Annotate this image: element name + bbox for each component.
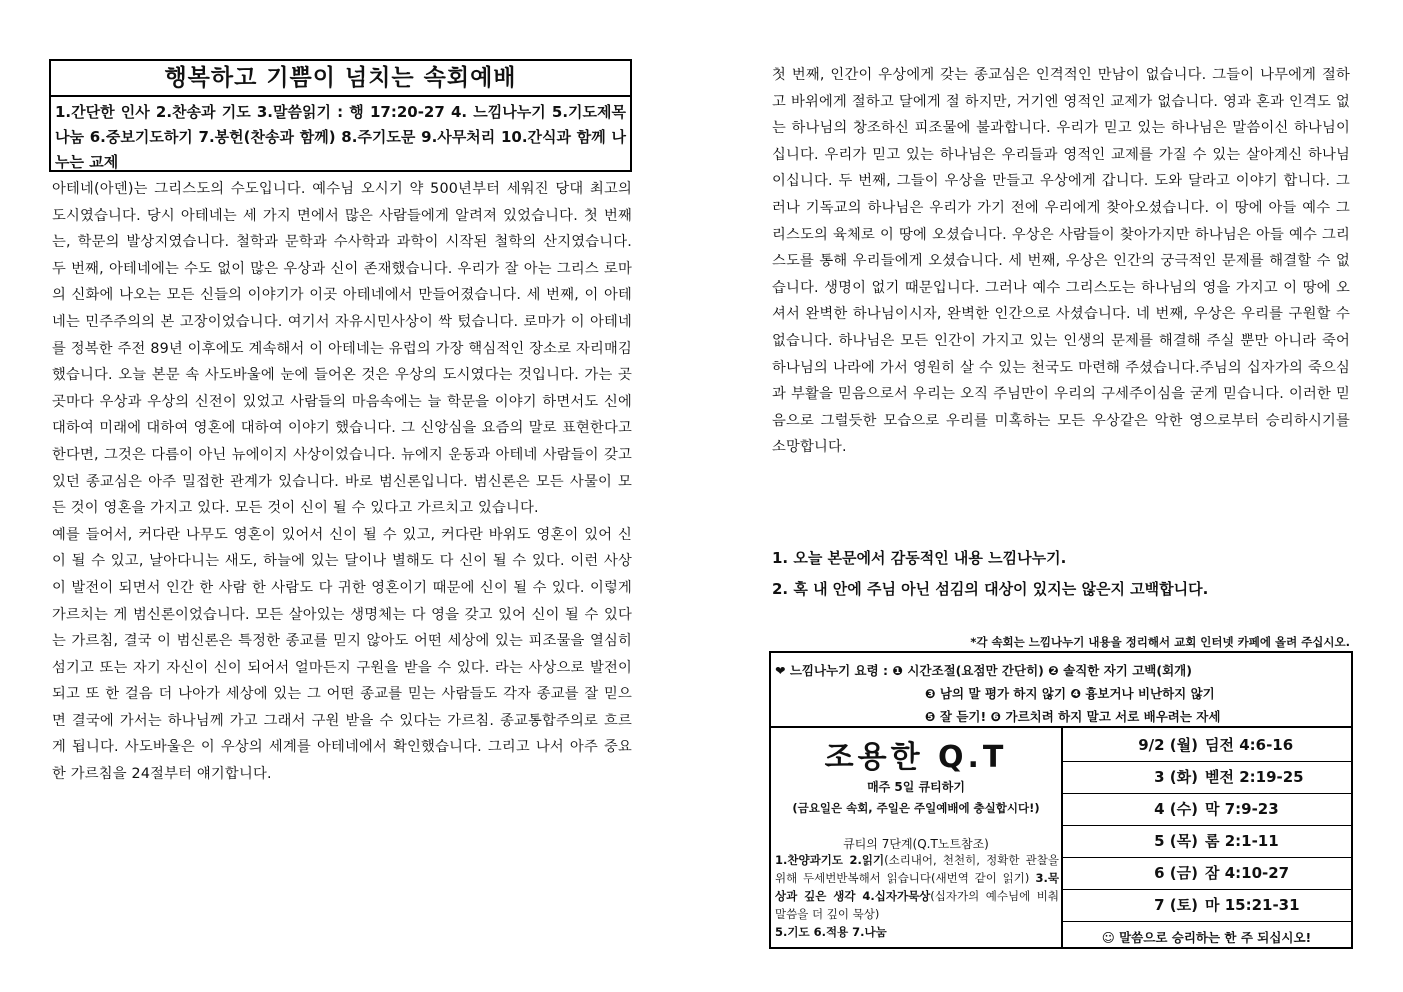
qt-subtitle: (금요일은 속회, 주일은 주일예배에 충실합시다!) — [792, 801, 1040, 815]
schedule-date: 5 (목) — [1154, 832, 1198, 850]
sharing-guide-line: ❸ 남의 말 평가 하지 않기 ❹ 흉보거나 비난하지 않기 — [925, 686, 1215, 701]
qt-subtitle: 매주 5일 큐티하기 — [867, 780, 965, 794]
page-title: 행복하고 기쁨이 넘치는 속회예배 — [51, 61, 630, 97]
discussion-question-1: 1. 오늘 본문에서 감동적인 내용 느낌나누기. — [772, 549, 1067, 567]
schedule-row — [1062, 730, 1351, 762]
sermon-text-left — [52, 176, 632, 788]
schedule-date: 9/2 (월) — [1138, 736, 1198, 754]
schedule-row — [1062, 794, 1351, 826]
schedule-reference: 막 7:9-23 — [1205, 800, 1279, 818]
schedule-reference: 롬 2:1-11 — [1205, 832, 1279, 850]
sermon-text-right — [772, 62, 1350, 461]
schedule-row — [1062, 762, 1351, 794]
schedule-row — [1062, 858, 1351, 890]
qt-step-note: (십자가의 예수님에 비춰 말씀을 더 깊이 묵상) — [775, 889, 1059, 921]
qt-step: 5.기도 6.적용 7.나눔 — [775, 925, 887, 939]
schedule-date: 3 (화) — [1154, 768, 1198, 786]
service-header-box — [49, 59, 632, 172]
sharing-guide-line: ❤ 느낌나누기 요령 : ❶ 시간조절(요점만 간단히) ❷ 솔직한 자기 고백(회개) — [775, 663, 1192, 678]
discussion-question-2: 2. 혹 내 안에 주님 아닌 섬김의 대상이 있지는 않은지 고백합니다. — [772, 580, 1209, 598]
qt-info — [771, 728, 1063, 947]
schedule-date: 7 (토) — [1154, 896, 1198, 914]
schedule-reference: 마 15:21-31 — [1205, 896, 1300, 914]
schedule-date: 6 (금) — [1154, 864, 1198, 882]
qt-step: 3.묵상과 깊은 생각 4.십자가묵상 — [775, 871, 1060, 903]
schedule-date: 4 (수) — [1154, 800, 1198, 818]
qt-step: 1.찬양과기도 2.읽기 — [775, 853, 885, 867]
qt-steps — [775, 851, 1059, 941]
schedule-reference: 잠 4:10-27 — [1205, 864, 1290, 882]
qt-step-note: (소리내어, 천천히, 정확한 관찰을 위해 두세번반복해서 읽습니다(새번역 같이 읽기) — [775, 853, 1059, 885]
sharing-guide-line: ❺ 잘 듣기! ❻ 가르치려 하지 말고 서로 배우려는 자세 — [925, 709, 1221, 724]
sharing-guide-box — [769, 651, 1353, 728]
qt-box — [769, 726, 1353, 949]
sermon-paragraph: 첫 번째, 인간이 우상에게 갖는 종교심은 인격적인 만남이 없습니다. 그들이 나무에게 절하고 바위에게 절하고 달에게 절 하지만, 거기엔 영적인 교제가 없습니다. 영과 혼과 인격도 없는 하나님의 창조하신 피조물에 불과합니다. 우리가 믿고 있는 하나님은 말씀이신 하나님이십니다. 우리가 믿고 있는 하나님은 우리들과 영적인 교제를 가질 수 있는 살아계신 하나님이십니다. 두 번째, 그들이 우상을 만들고 우상에게 갑니다. 도와 달라고 이야기 합니다. 그러나 기독교의 하나님은 우리가 가기 전에 우리에게 찾아오셨습니다. 이 땅에 아들 예수 그리스도의 육체로 이 땅에 오셨습니다. 우상은 사람들이 찾아가지만 하나님은 아들 예수 그리스도를 통해 우리들에게 오셨습니다. 세 번째, 우상은 인간의 궁극적인 문제를 해결할 수 없습니다. 생명이 없기 때문입니다. 그러나 예수 그리스도는 하나님의 영을 가지고 이 땅에 오셔서 완벽한 하나님이시자, 완벽한 인간으로 사셨습니다. 네 번째, 우상은 우리를 구원할 수 없습니다. 하나님은 모든 인간이 가지고 있는 인생의 문제를 해결해 주실 뿐만 아니라 죽어 하나님의 나라에 가서 영원히 살 수 있는 천국도 마련해 주셨습니다.주님의 십자가의 죽으심과 부활을 믿음으로서 우리는 오직 주님만이 우리의 구세주이심을 굳게 믿습니다. 이러한 믿음으로 그럴듯한 모습으로 우리를 미혹하는 모든 우상같은 악한 영으로부터 승리하시기를 소망합니다. — [772, 67, 1350, 456]
schedule-row — [1062, 826, 1351, 858]
closing-message: ☺ 말씀으로 승리하는 한 주 되십시오! — [1101, 930, 1312, 945]
schedule-row — [1062, 890, 1351, 922]
schedule-reference: 벧전 2:19-25 — [1205, 768, 1304, 786]
upload-note: *각 속회는 느낌나누기 내용을 정리해서 교회 인터넷 카페에 올려 주십시오. — [970, 635, 1350, 649]
qt-title: 조용한 Q.T — [824, 740, 1008, 775]
sermon-paragraph: 아테네(아덴)는 그리스도의 수도입니다. 예수님 오시기 약 500년부터 세워진 당대 최고의 도시였습니다. 당시 아테네는 세 가지 면에서 많은 사람들에게 알려져 있었습니다. 첫 번째는, 학문의 발상지였습니다. 철학과 문학과 수사학과 과학이 시작된 철학의 산지였습니다. 두 번째, 아테네에는 수도 없이 많은 우상과 신이 존재했습니다. 우리가 잘 아는 그리스 로마의 신화에 나오는 모든 신들의 이야기가 이곳 아테네에서 만들어졌습니다. 세 번째, 이 아테네는 민주주의의 본 고장이었습니다. 여기서 자유시민사상이 싹 텄습니다. 로마가 이 아테네를 정복한 주전 89년 이후에도 계속해서 이 아테네는 유럽의 가장 핵심적인 장소로 자리매김했습니다. 오늘 본문 속 사도바울에 눈에 들어온 것은 우상의 도시였다는 것입니다. 가는 곳곳마다 우상과 우상의 신전이 있었고 사람들의 마음속에는 늘 학문을 이야기 하면서도 신에 대하여 미래에 대하여 영혼에 대하여 이야기 했습니다. 그 신앙심을 요즘의 말로 표현한다고 한다면, 그것은 다름이 아닌 뉴에이지 사상이었습니다. 뉴에지 운동과 아테네 사람들이 갖고 있던 종교심은 아주 밀접한 관계가 있습니다. 바로 범신론입니다. 범신론은 모든 사물이 모든 것이 영혼을 가지고 있다. 모든 것이 신이 될 수 있다고 가르치고 있습니다. — [52, 181, 632, 517]
schedule-reference: 딤전 4:6-16 — [1205, 736, 1294, 754]
sermon-paragraph: 예를 들어서, 커다란 나무도 영혼이 있어서 신이 될 수 있고, 커다란 바위도 영혼이 있어 신이 될 수 있고, 날아다니는 새도, 하늘에 있는 달이나 별해도 다 신이 될 수 있다. 이런 사상이 발전이 되면서 인간 한 사람 한 사람도 다 귀한 영혼이기 때문에 신이 될 수 있다. 이렇게 가르치는 게 범신론이었습니다. 모든 살아있는 생명체는 다 영을 갖고 있어 신이 될 수 있다는 가르침, 결국 이 범신론은 특정한 종교를 믿지 않아도 어떤 세상에 있는 피조물을 열심히 섬기고 또는 자기 자신이 신이 되어서 얼마든지 구원을 받을 수 있다. 라는 사상으로 발전이 되고 또 한 걸음 더 나아가 세상에 있는 그 어떤 종교를 믿는 사람들도 각자 종교를 잘 믿으면 결국에 가서는 하나님께 가고 그래서 구원 받을 수 있다는 가르침. 종교통합주의로 흐르게 됩니다. 사도바울은 이 우상의 세계를 아테네에서 확인했습니다. 그리고 나서 아주 중요한 가르침을 24절부터 얘기합니다. — [52, 526, 632, 783]
service-order: 1.간단한 인사 2.찬송과 기도 3.말씀읽기 : 행 17:20-27 4. 느낌나누기 5.기도제목 나눔 6.중보기도하기 7.봉헌(찬송과 함께) 8.주기도문 9.사무처리 10.간식과 함께 나누는 교제 — [55, 103, 626, 171]
qt-steps-heading: 큐티의 7단계(Q.T노트참조) — [843, 837, 989, 851]
